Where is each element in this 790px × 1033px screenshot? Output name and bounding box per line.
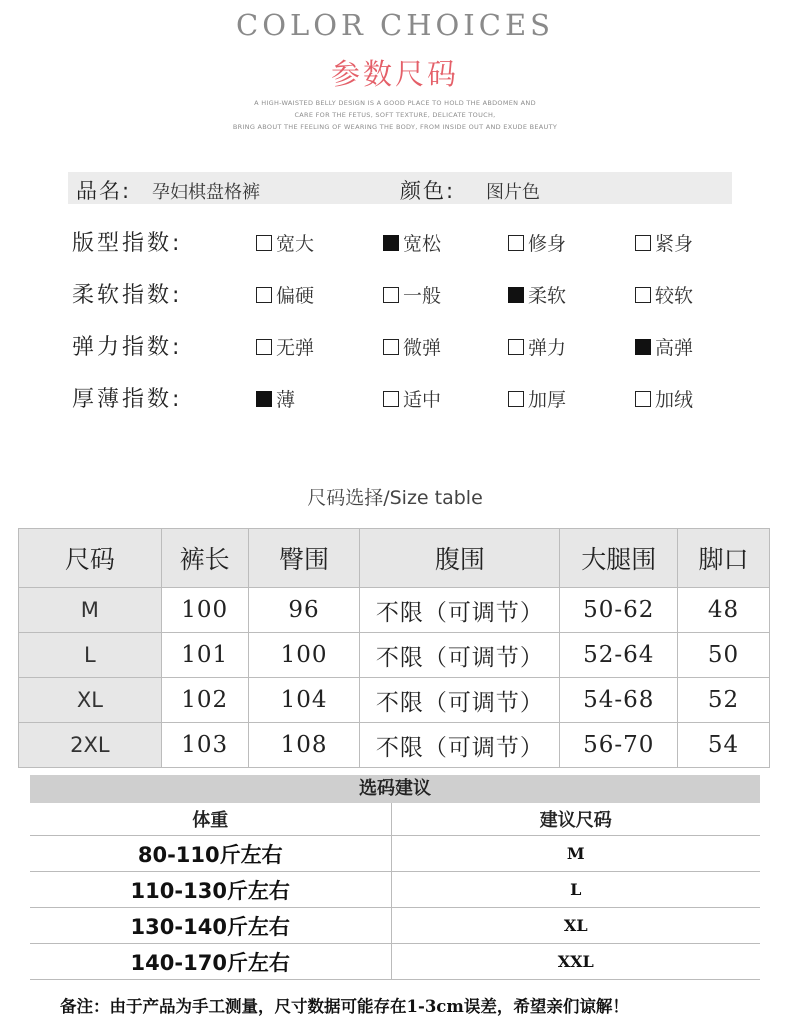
- param-option: [383, 281, 441, 308]
- suggest-table-title: 选码建议: [30, 775, 760, 803]
- param-option-label: 弹力: [528, 337, 567, 359]
- size-table-cell: 不限（可调节）: [360, 723, 560, 768]
- suggest-size-cell: M: [391, 836, 760, 872]
- param-label: 柔软指数:: [72, 283, 183, 308]
- param-option: [635, 333, 693, 360]
- param-option-label: 一般: [403, 285, 442, 307]
- param-option-label: 无弹: [276, 337, 315, 359]
- param-option-label: 紧身: [655, 233, 694, 255]
- suggest-weight-cell: 130-140斤左右: [30, 908, 391, 944]
- size-table-cell: 96: [248, 588, 360, 633]
- size-table-row: [19, 678, 770, 723]
- checked-box-icon: [508, 287, 524, 303]
- unchecked-box-icon: [383, 287, 399, 303]
- unchecked-box-icon: [635, 287, 651, 303]
- size-table-cell: 54: [678, 723, 770, 768]
- param-option: [256, 385, 295, 412]
- size-table-header: 腹围: [360, 529, 560, 588]
- suggest-table-row: [30, 908, 760, 944]
- size-table-header: 大腿围: [560, 529, 678, 588]
- header-title-en: COLOR CHOICES: [236, 8, 554, 42]
- size-table-cell: 50-62: [560, 588, 678, 633]
- param-option: [635, 229, 693, 256]
- param-option-label: 柔软: [528, 285, 567, 307]
- size-table-cell: 104: [248, 678, 360, 723]
- suggest-table: [30, 803, 760, 980]
- size-table-title: 尺码选择/Size table: [307, 487, 483, 509]
- product-name-value: 孕妇棋盘格裤: [152, 182, 260, 203]
- size-table-cell: 54-68: [560, 678, 678, 723]
- note-text: 备注：由于产品为手工测量，尺寸数据可能存在1-3cm误差，希望亲们谅解！: [60, 997, 629, 1016]
- size-table-header: 臀围: [248, 529, 360, 588]
- param-option: [508, 281, 566, 308]
- param-option-label: 较软: [655, 285, 694, 307]
- size-table-cell: 103: [161, 723, 248, 768]
- suggest-table-row: [30, 872, 760, 908]
- size-table-cell: 100: [161, 588, 248, 633]
- suggest-size-cell: L: [391, 872, 760, 908]
- param-option: [635, 385, 693, 412]
- param-option: [508, 385, 566, 412]
- size-table-row: [19, 633, 770, 678]
- suggest-size-cell: XXL: [391, 944, 760, 980]
- checked-box-icon: [635, 339, 651, 355]
- size-table-header: 脚口: [678, 529, 770, 588]
- param-option: [256, 333, 314, 360]
- unchecked-box-icon: [256, 235, 272, 251]
- unchecked-box-icon: [508, 235, 524, 251]
- param-option-label: 偏硬: [276, 285, 315, 307]
- header-sub-line: CARE FOR THE FETUS, SOFT TEXTURE, DELICATE TOUCH,: [294, 111, 496, 119]
- unchecked-box-icon: [635, 391, 651, 407]
- size-table-cell: XL: [19, 678, 162, 723]
- param-option-label: 宽松: [403, 233, 442, 255]
- checked-box-icon: [383, 235, 399, 251]
- size-table-cell: 不限（可调节）: [360, 678, 560, 723]
- size-table-cell: 101: [161, 633, 248, 678]
- size-table-cell: 102: [161, 678, 248, 723]
- param-option: [256, 281, 314, 308]
- header-sub-line: BRING ABOUT THE FEELING OF WEARING THE BODY, FROM INSIDE OUT AND EXUDE BEAUTY: [232, 123, 558, 131]
- suggest-table-header: 体重: [30, 803, 391, 836]
- param-label: 厚薄指数:: [72, 387, 183, 412]
- size-table-cell: M: [19, 588, 162, 633]
- size-table-cell: 48: [678, 588, 770, 633]
- suggest-weight-cell: 140-170斤左右: [30, 944, 391, 980]
- checked-box-icon: [256, 391, 272, 407]
- size-table-cell: 100: [248, 633, 360, 678]
- size-table-cell: L: [19, 633, 162, 678]
- size-table-cell: 50: [678, 633, 770, 678]
- suggest-table-row: [30, 836, 760, 872]
- product-color-value: 图片色: [486, 182, 540, 203]
- param-option-label: 薄: [276, 389, 296, 411]
- size-table-cell: 2XL: [19, 723, 162, 768]
- header-title-cn: 参数尺码: [330, 57, 459, 91]
- param-option: [635, 281, 693, 308]
- product-name-label: 品名:: [76, 179, 132, 203]
- size-table-cell: 108: [248, 723, 360, 768]
- param-option: [383, 385, 441, 412]
- suggest-weight-cell: 110-130斤左右: [30, 872, 391, 908]
- suggest-table-header-row: [30, 803, 760, 836]
- unchecked-box-icon: [635, 235, 651, 251]
- size-table-header-row: [19, 529, 770, 588]
- size-table-row: [19, 723, 770, 768]
- param-option: [383, 229, 441, 256]
- header-sub-line: A HIGH-WAISTED BELLY DESIGN IS A GOOD PLACE TO HOLD THE ABDOMEN AND: [254, 99, 536, 107]
- suggest-weight-cell: 80-110斤左右: [30, 836, 391, 872]
- param-option-label: 宽大: [276, 233, 315, 255]
- size-table: [18, 528, 770, 768]
- product-color-label: 颜色:: [400, 179, 456, 203]
- param-option-label: 高弹: [655, 337, 694, 359]
- unchecked-box-icon: [256, 339, 272, 355]
- param-option: [508, 229, 566, 256]
- size-table-header: 尺码: [19, 529, 162, 588]
- param-option-label: 微弹: [403, 337, 442, 359]
- param-option: [256, 229, 314, 256]
- unchecked-box-icon: [383, 391, 399, 407]
- param-label: 版型指数:: [72, 231, 183, 256]
- param-option-label: 加厚: [528, 389, 567, 411]
- size-table-header: 裤长: [161, 529, 248, 588]
- param-option-label: 适中: [403, 389, 442, 411]
- param-label: 弹力指数:: [72, 335, 183, 360]
- param-option: [383, 333, 441, 360]
- unchecked-box-icon: [508, 391, 524, 407]
- unchecked-box-icon: [508, 339, 524, 355]
- suggest-size-cell: XL: [391, 908, 760, 944]
- suggest-table-row: [30, 944, 760, 980]
- size-table-cell: 52-64: [560, 633, 678, 678]
- size-table-row: [19, 588, 770, 633]
- unchecked-box-icon: [383, 339, 399, 355]
- param-option-label: 修身: [528, 233, 567, 255]
- param-option-label: 加绒: [655, 389, 694, 411]
- size-table-cell: 不限（可调节）: [360, 633, 560, 678]
- suggest-table-header: 建议尺码: [391, 803, 760, 836]
- unchecked-box-icon: [256, 287, 272, 303]
- size-table-cell: 56-70: [560, 723, 678, 768]
- size-table-cell: 52: [678, 678, 770, 723]
- size-table-cell: 不限（可调节）: [360, 588, 560, 633]
- param-option: [508, 333, 566, 360]
